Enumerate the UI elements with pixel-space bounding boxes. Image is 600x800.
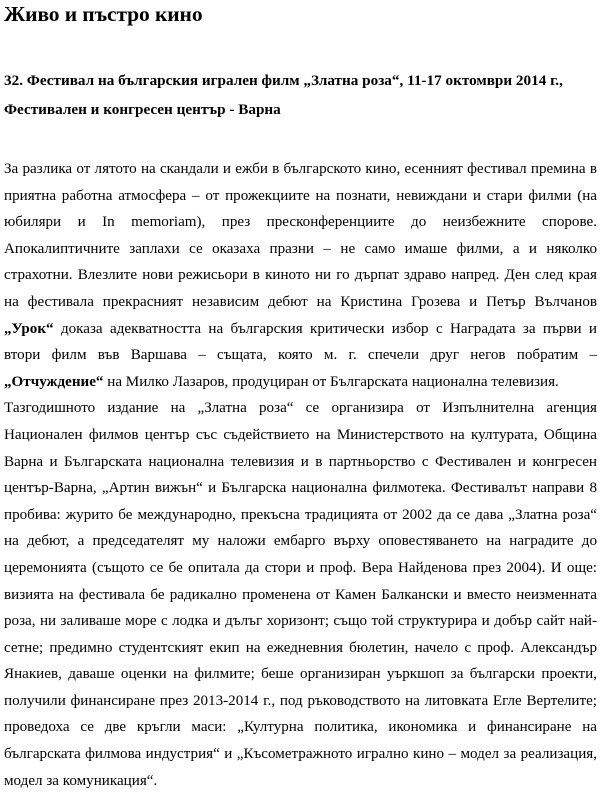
article-subtitle: [4, 66, 597, 124]
subtitle-line-1: [4, 66, 597, 95]
paragraph-1-part-1: За разлика от лятото на скандали и ежби в българското кино, есенният фестивал премина в приятна работна атмосфера – от прожекциите на познати, невиждани и стари филми (на юбиляри и In memoriam), през пресконференциите до неизбежните спорове. Апокалиптичните заплахи се оказаха празни – не само имаше филми, а и няколко страхотни. Влезлите нови режисьори в киното ни го дърпат здраво напред. Ден след края на фестивала прекрасният независим дебют на Кристина Грозева и Петър Вълчанов: [4, 161, 597, 310]
film-title-urok: „Урок“: [4, 320, 54, 337]
paragraph-1-part-2: доказа адекватността на българския критически избор с Наградата за първи и втори филм във Варшава – същата, която м. г. спечели друг негов побратим –: [4, 320, 597, 364]
subtitle-number: 32.: [4, 72, 23, 89]
document-title: Живо и пъстро кино: [4, 2, 203, 26]
paragraph-2: Тазгодишното издание на „Златна роза“ се организира от Изпълнителна агенция Национален филмов център със съдействието на Министерството на културата, Община Варна и Българската национална телевизия и в партньорство с Фестивален и конгресен център-Варна, „Артин вижън“ и Българска национална филмотека. Фестивалът направи 8 пробива: журито бе международно, прекъсна традицията от 2002 да се дава „Златна роза“ на дебют, а председателят му наложи ембарго върху оповестяването на наградите до церемонията (същото се бе опитала да стори и проф. Вера Найденова през 2004). И още: визията на фестивала бе радикално променена от Камен Балкански и вместо неизменната роза, ни заливаше море с лодка и дълъг хоризонт; също той структурира и добър сайт най-сетне; предимно студентският екип на ежедневния бюлетин, начело с проф. Александър Янакиев, даваше оценки на филмите; беше организиран уъркшоп за български проекти, получили финансиране през 2013-2014 г., под ръководството на литовката Егле Вертелите; проведоха се две кръгли маси: „Културна политика, икономика и финансиране на българската филмова индустрия“ и „Късометражното игрално кино – модел за реализация, модел за комуникация“.: [4, 400, 597, 789]
paragraph-1-part-3: на Милко Лазаров, продуциран от Българската национална телевизия.: [103, 373, 559, 390]
subtitle-line-1-text: Фестивал на българския игрален филм „Златна роза“, 11-17 октомври 2014 г.,: [26, 72, 563, 89]
film-title-otchuzhdenie: „Отчуждение“: [4, 373, 104, 390]
subtitle-line-2: Фестивален и конгресен център - Варна: [4, 101, 281, 118]
paragraph-1: [4, 156, 597, 395]
